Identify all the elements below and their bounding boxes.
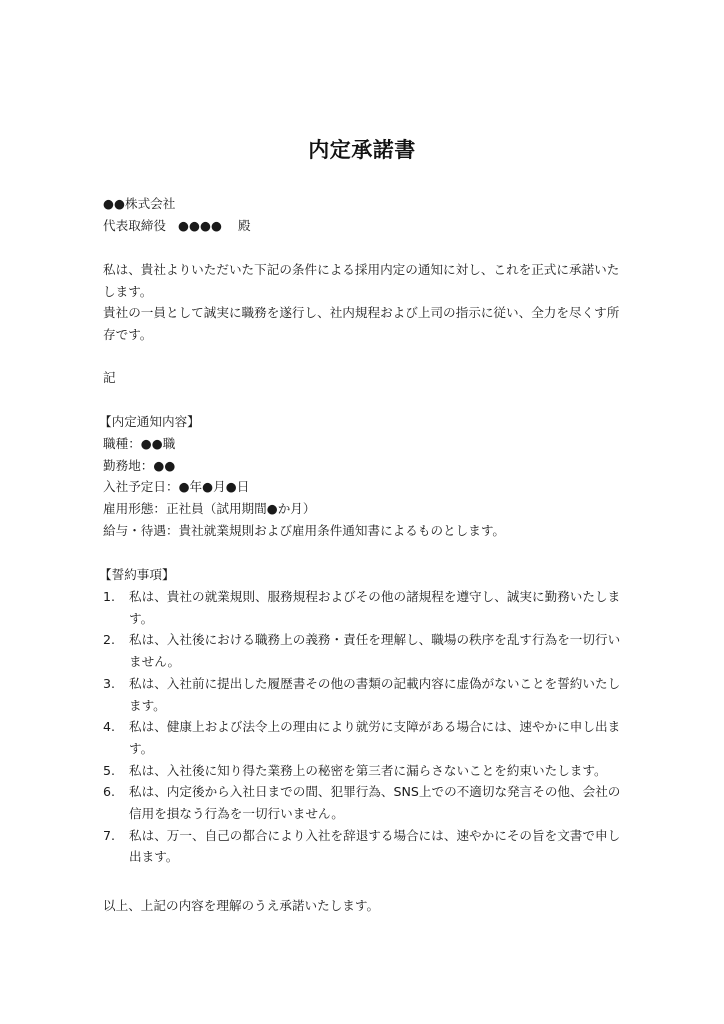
recipient-line	[103, 215, 251, 237]
document-title: 内定承諾書	[308, 138, 416, 162]
closing-statement: 以上、上記の内容を理解のうえ承諾いたします。	[103, 898, 380, 913]
oath-item	[103, 629, 623, 672]
intro-paragraph-1: 私は、貴社よりいただいた下記の条件による採用内定の通知に対し、これを正式に承諾いたします。	[103, 262, 620, 299]
offer-detail-job-type: 職種：●●職	[103, 436, 176, 451]
recipient-company: ●●株式会社	[103, 196, 176, 211]
offer-details-heading: 【内定通知内容】	[99, 414, 200, 429]
oath-heading: 【誓約事項】	[99, 567, 175, 582]
ki-label: 記	[103, 370, 116, 385]
oath-item-number: 3.	[103, 675, 116, 691]
intro-paragraph-2: 貴社の一員として誠実に職務を遂行し、社内規程および上司の指示に従い、全力を尽くす所存です。	[103, 305, 620, 342]
oath-item-text: 私は、万一、自己の都合により入社を辞退する場合には、速やかにその旨を文書で申し出ます。	[129, 827, 621, 865]
oath-list	[103, 586, 623, 868]
oath-item-number: 1.	[103, 589, 116, 604]
offer-detail-employment-type: 雇用形態：正社員（試用期間●か月）	[103, 501, 316, 516]
oath-item-text: 私は、内定後から入社日までの間、犯罪行為、SNS上での不適切な発言その他、会社の信用を損なう行為を一切行いません。	[129, 784, 621, 822]
offer-detail-work-location: 勤務地：●●	[103, 458, 176, 473]
oath-item-text: 私は、入社前に提出した履歴書その他の書類の記載内容に虚偽がないことを誓約いたします。	[129, 675, 621, 713]
oath-item-number: 7.	[103, 827, 116, 843]
oath-item-text: 私は、健康上および法令上の理由により就労に支障がある場合には、速やかに申し出ます。	[129, 719, 621, 756]
oath-item-number: 2.	[103, 632, 116, 648]
oath-item	[103, 760, 623, 782]
offer-detail-start-date: 入社予定日：●年●月●日	[103, 479, 250, 494]
oath-item-text: 私は、貴社の就業規則、服務規程およびその他の諸規程を遵守し、誠実に勤務いたします。	[129, 589, 621, 626]
oath-item	[103, 586, 623, 629]
oath-item-number: 5.	[103, 762, 116, 778]
offer-detail-salary: 給与・待遇：貴社就業規則および雇用条件通知書によるものとします。	[103, 523, 505, 538]
recipient-name: ●●●●	[177, 218, 222, 233]
recipient-honorific: 殿	[237, 218, 251, 233]
oath-item	[103, 673, 623, 716]
oath-item	[103, 781, 623, 824]
recipient-position: 代表取締役	[103, 218, 166, 233]
oath-item-number: 4.	[103, 719, 116, 735]
oath-item-number: 6.	[103, 784, 116, 800]
oath-item-text: 私は、入社後における職務上の義務・責任を理解し、職場の秩序を乱す行為を一切行いません。	[129, 632, 621, 670]
oath-item	[103, 716, 623, 759]
oath-item-text: 私は、入社後に知り得た業務上の秘密を第三者に漏らさないことを約束いたします。	[129, 762, 607, 778]
oath-item	[103, 825, 623, 868]
